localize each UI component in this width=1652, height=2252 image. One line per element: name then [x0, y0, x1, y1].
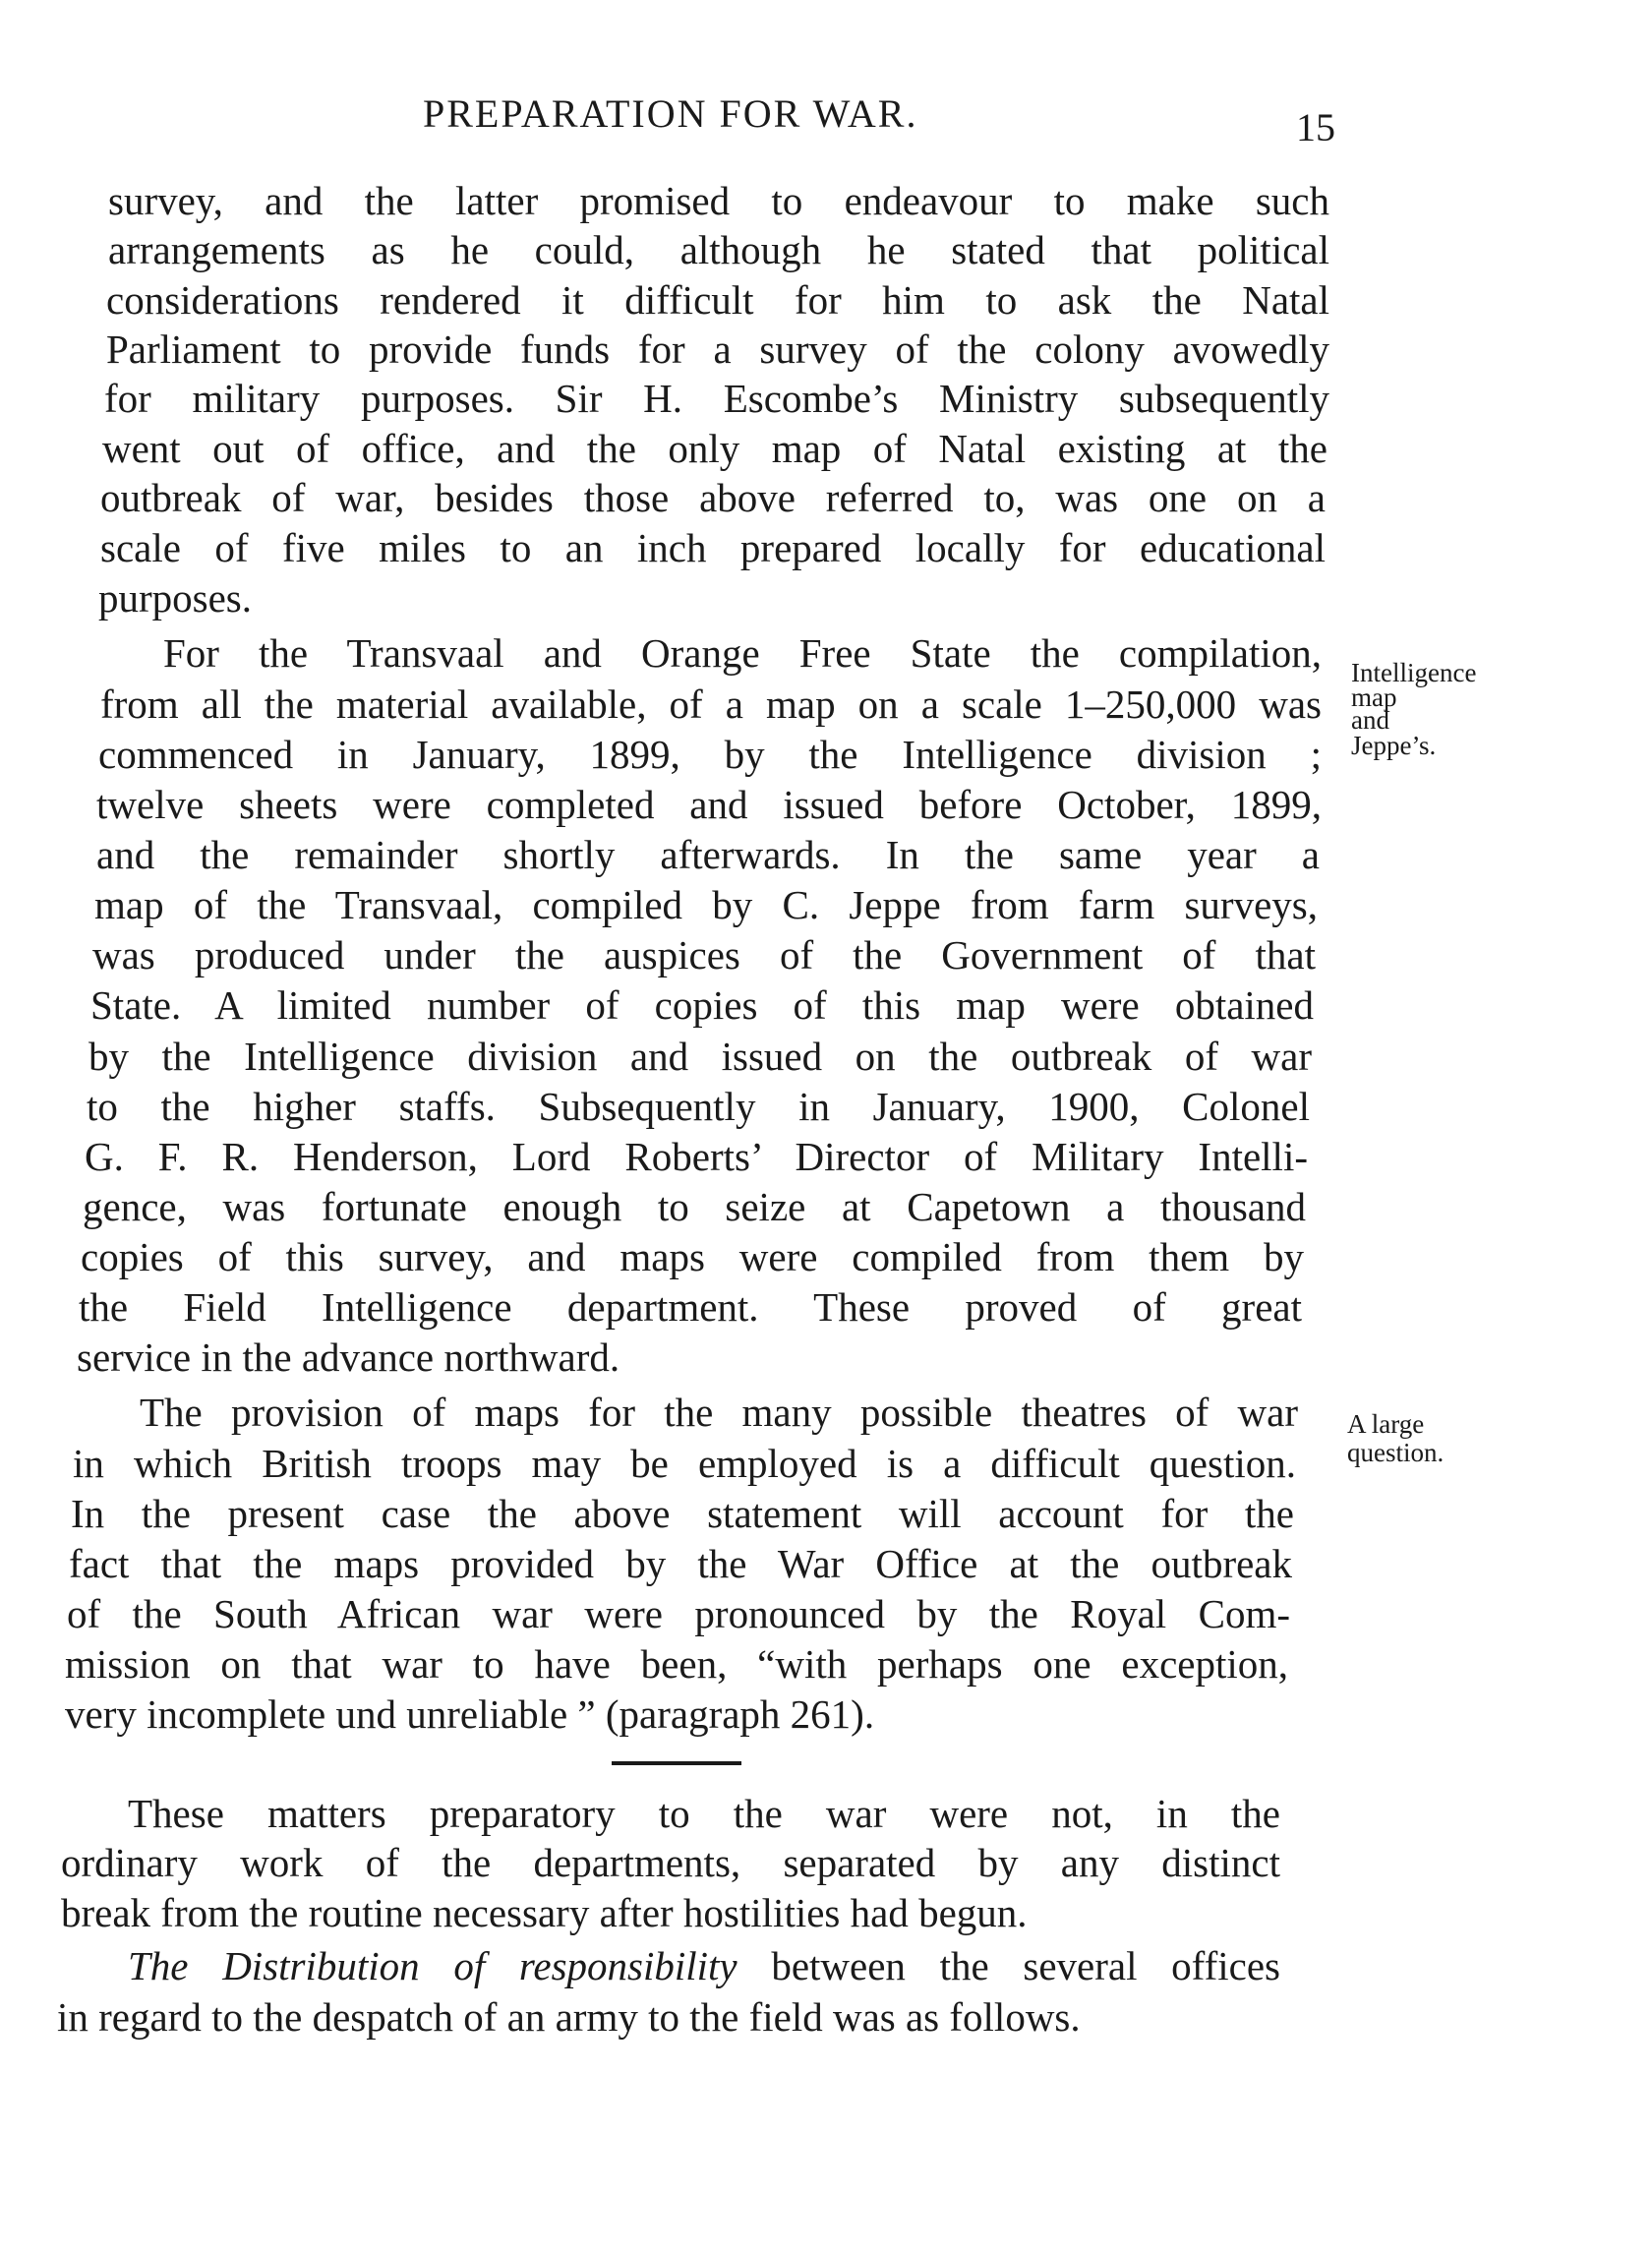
text-line: arrangements as he could, although he stated that political — [108, 227, 1329, 272]
text-line: in which British troops may be employed is a difficult question. — [73, 1441, 1296, 1486]
text-line: G. F. R. Henderson, Lord Roberts’ Director of Military Intelli- — [85, 1134, 1308, 1179]
text-line: the Field Intelligence department. These proved of great — [79, 1284, 1302, 1330]
text-line: State. A limited number of copies of this map were obtained — [90, 982, 1314, 1028]
margin-note-line: Jeppe’s. — [1351, 731, 1437, 760]
text-line: from all the material available, of a map on a scale 1–250,000 was — [100, 682, 1322, 727]
text-line: to the higher staffs. Subsequently in January, 1900, Colonel — [87, 1084, 1310, 1129]
text-line: survey, and the latter promised to endeavour to make such — [108, 178, 1329, 223]
text-line: very incomplete und unreliable ” (paragraph 261). — [65, 1691, 875, 1737]
text-line: in regard to the despatch of an army to the field was as follows. — [57, 1994, 1081, 2040]
running-head: PREPARATION FOR WAR. — [423, 91, 918, 136]
text-line: by the Intelligence division and issued on the outbreak of war — [88, 1034, 1312, 1079]
margin-note-line: map — [1351, 682, 1397, 712]
text-line: considerations rendered it difficult for him to ask the Natal — [106, 277, 1329, 323]
text-line: for military purposes. Sir H. Escombe’s Ministry subsequently — [104, 376, 1329, 421]
text-line: and the remainder shortly afterwards. In the same year a — [96, 832, 1320, 877]
text-line: map of the Transvaal, compiled by C. Jeppe from farm surveys, — [94, 882, 1318, 927]
text-line: was produced under the auspices of the Government of that — [92, 932, 1316, 978]
text-line: mission on that war to have been, “with perhaps one exception, — [65, 1641, 1288, 1687]
text-line: commenced in January, 1899, by the Intelligence division ; — [98, 732, 1322, 777]
italic-phrase: The Distribution of responsibility — [128, 1943, 738, 1988]
text-line: twelve sheets were completed and issued before October, 1899, — [96, 782, 1322, 827]
text-line: The provision of maps for the many possible theatres of war — [140, 1390, 1298, 1435]
text-line — [128, 1942, 1280, 1989]
page-number: 15 — [1296, 105, 1335, 149]
margin-note-line: and — [1351, 705, 1389, 735]
text-span: between the several offices — [737, 1943, 1280, 1988]
text-line: outbreak of war, besides those above referred to, was one on a — [100, 475, 1326, 520]
margin-note-line: Intelligence — [1351, 658, 1477, 687]
text-line: service in the advance northward. — [77, 1334, 620, 1380]
text-line: gence, was fortunate enough to seize at Capetown a thousand — [83, 1184, 1306, 1229]
text-line: copies of this survey, and maps were compiled from them by — [81, 1234, 1304, 1279]
section-divider — [612, 1761, 741, 1765]
text-line: These matters preparatory to the war were not, in the — [128, 1791, 1280, 1836]
margin-note-line: A large — [1347, 1409, 1425, 1439]
text-line: Parliament to provide funds for a survey of the colony avowedly — [106, 326, 1329, 372]
text-line: In the present case the above statement will account for the — [71, 1491, 1294, 1536]
margin-note-line: question. — [1347, 1438, 1445, 1467]
text-line: scale of five miles to an inch prepared locally for educational — [100, 525, 1326, 570]
text-line: For the Transvaal and Orange Free State the compilation, — [163, 630, 1322, 676]
text-line: ordinary work of the departments, separated by any distinct — [61, 1840, 1280, 1885]
text-line: purposes. — [98, 575, 253, 621]
text-line: break from the routine necessary after hostilities had begun. — [61, 1890, 1028, 1935]
text-line: fact that the maps provided by the War Office at the outbreak — [69, 1541, 1292, 1586]
text-line: went out of office, and the only map of Natal existing at the — [102, 426, 1328, 471]
text-line: of the South African war were pronounced by the Royal Com- — [67, 1591, 1290, 1636]
